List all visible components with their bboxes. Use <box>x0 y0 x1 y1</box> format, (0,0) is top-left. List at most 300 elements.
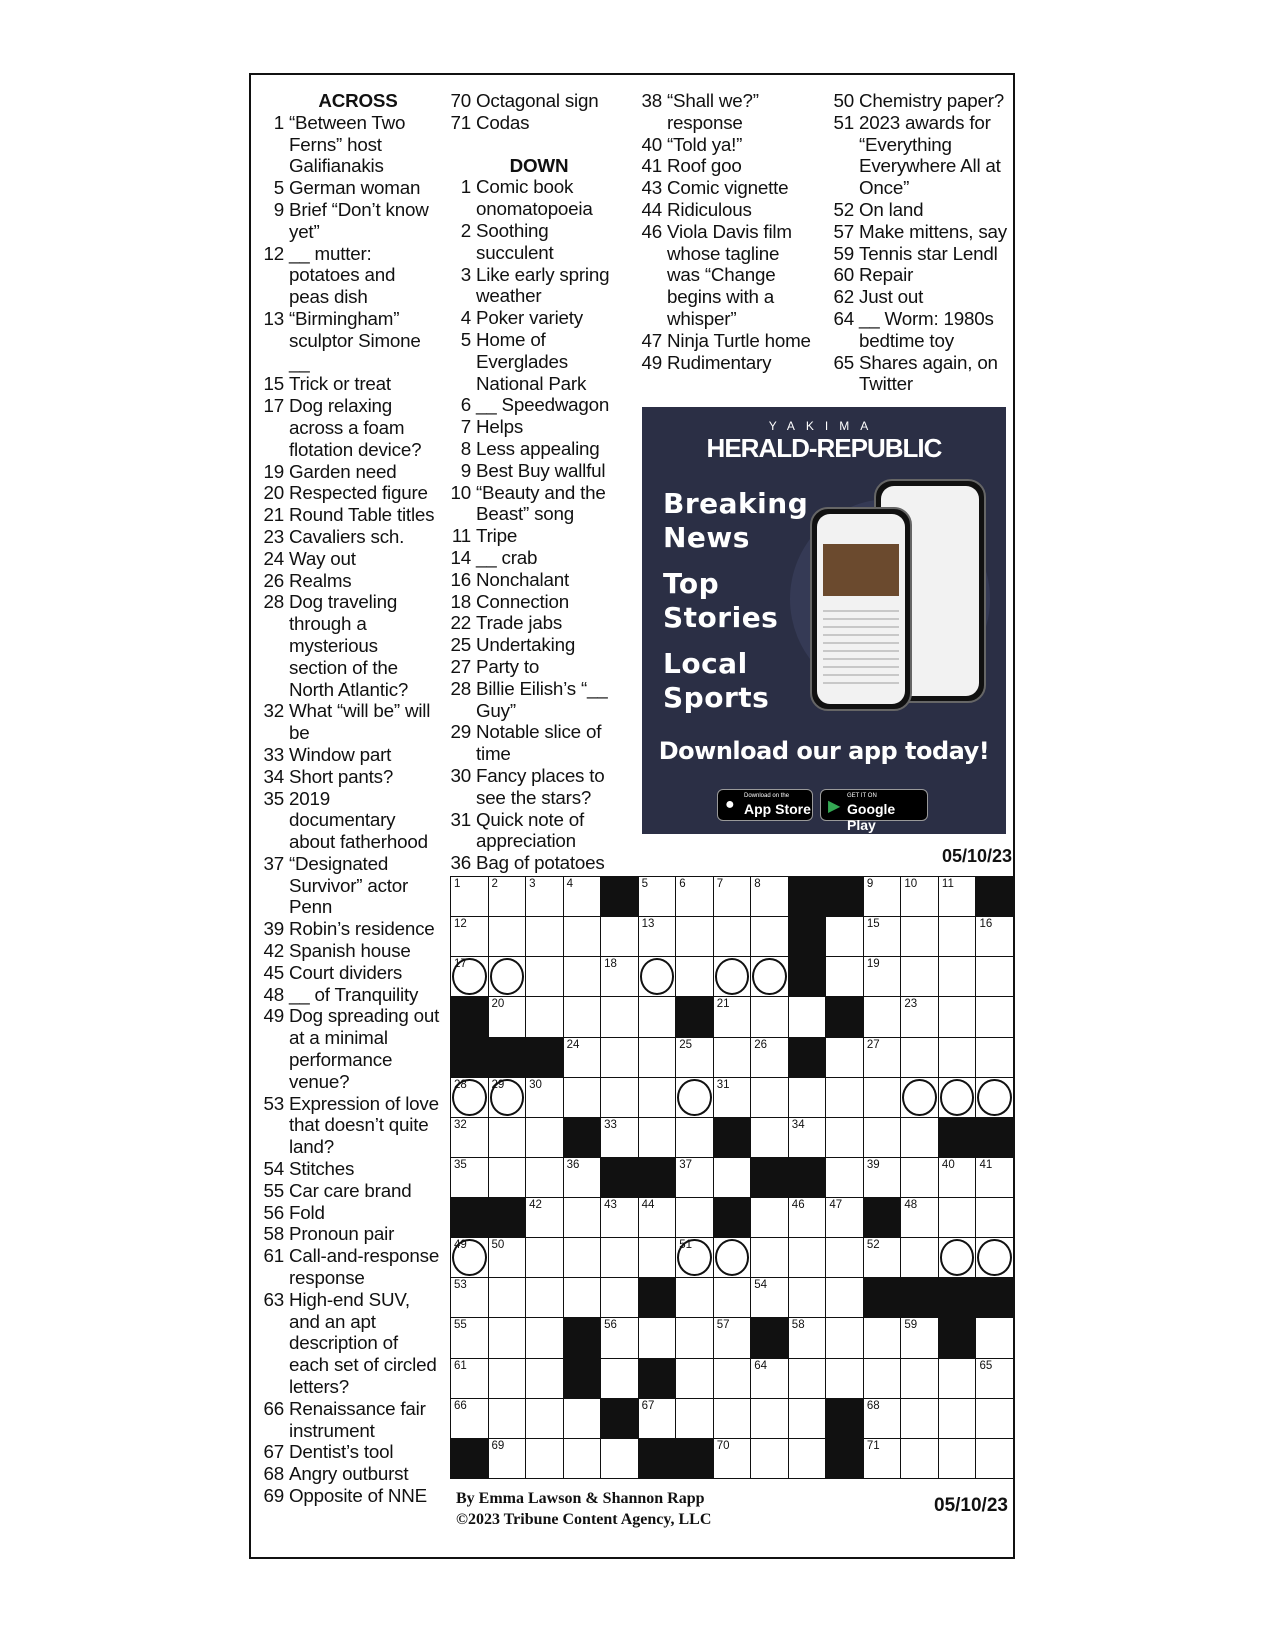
across-clue-49[interactable] <box>262 1005 440 1092</box>
clue-number: 61 <box>263 1245 284 1267</box>
down-clue-16[interactable] <box>449 569 629 591</box>
grid-cell[interactable] <box>975 916 1014 957</box>
grid-cell[interactable] <box>525 1237 564 1278</box>
down-clue-29[interactable] <box>449 721 629 765</box>
grid-block <box>488 1037 527 1078</box>
grid-cell[interactable] <box>675 1077 714 1118</box>
across-clue-34[interactable] <box>262 766 440 788</box>
cell-number: 48 <box>904 1199 918 1212</box>
grid-cell[interactable] <box>713 876 752 917</box>
grid-cell[interactable] <box>638 1117 677 1158</box>
clue-number: 28 <box>450 677 471 699</box>
grid-cell[interactable] <box>900 1317 939 1358</box>
grid-cell[interactable] <box>563 1277 602 1318</box>
grid-cell[interactable] <box>863 1438 902 1479</box>
grid-cell[interactable] <box>900 996 939 1037</box>
down-clue-46[interactable] <box>640 221 815 330</box>
across-clue-55[interactable] <box>262 1180 440 1202</box>
grid-cell[interactable] <box>825 956 864 997</box>
grid-cell[interactable] <box>825 1277 864 1318</box>
grid-cell[interactable] <box>825 1237 864 1278</box>
down-clue-2[interactable] <box>449 220 629 264</box>
across-clue-19[interactable] <box>262 461 440 483</box>
grid-cell[interactable] <box>900 916 939 957</box>
across-clue-56[interactable] <box>262 1202 440 1224</box>
clue-text: Court dividers <box>289 961 403 983</box>
across-clue-33[interactable] <box>262 744 440 766</box>
clue-text: Repair <box>859 264 914 286</box>
clue-text: Respected figure <box>289 482 428 504</box>
date-bottom: 05/10/23 <box>934 1495 1008 1516</box>
clue-text: Fancy places to see the stars? <box>476 764 605 808</box>
across-clue-66[interactable] <box>262 1398 440 1442</box>
across-clue-37[interactable] <box>262 853 440 918</box>
grid-cell[interactable] <box>750 916 789 957</box>
across-clue-58[interactable] <box>262 1223 440 1245</box>
grid-cell[interactable] <box>563 1157 602 1198</box>
grid-cell[interactable] <box>713 1277 752 1318</box>
grid-cell[interactable] <box>713 956 752 997</box>
grid-cell[interactable] <box>450 956 489 997</box>
grid-cell[interactable] <box>788 1237 827 1278</box>
grid-cell[interactable] <box>938 1037 977 1078</box>
grid-cell[interactable] <box>825 1197 864 1238</box>
across-clue-54[interactable] <box>262 1158 440 1180</box>
clue-text: Trade jabs <box>476 612 563 634</box>
grid-cell[interactable] <box>488 1157 527 1198</box>
grid-cell[interactable] <box>675 1157 714 1198</box>
ad-download-cta: Download our app today! <box>658 737 990 765</box>
down-clue-22[interactable] <box>449 612 629 634</box>
down-clue-28[interactable] <box>449 678 629 722</box>
grid-cell[interactable] <box>638 1077 677 1118</box>
grid-cell[interactable] <box>863 876 902 917</box>
grid-cell[interactable] <box>638 1197 677 1238</box>
grid-cell[interactable] <box>563 916 602 957</box>
grid-cell[interactable] <box>675 1117 714 1158</box>
grid-cell[interactable] <box>713 916 752 957</box>
across-clue-48[interactable] <box>262 984 440 1006</box>
grid-cell[interactable] <box>975 1077 1014 1118</box>
grid-cell[interactable] <box>825 916 864 957</box>
down-clue-44[interactable] <box>640 199 815 221</box>
grid-cell[interactable] <box>638 916 677 957</box>
grid-cell[interactable] <box>600 1037 639 1078</box>
grid-cell[interactable] <box>450 1157 489 1198</box>
grid-cell[interactable] <box>713 1077 752 1118</box>
grid-cell[interactable] <box>975 996 1014 1037</box>
grid-cell[interactable] <box>938 1197 977 1238</box>
down-clue-36[interactable] <box>449 852 629 874</box>
grid-cell[interactable] <box>675 1237 714 1278</box>
grid-cell[interactable] <box>863 916 902 957</box>
grid-cell[interactable] <box>938 1237 977 1278</box>
grid-cell[interactable] <box>488 1317 527 1358</box>
across-clue-24[interactable] <box>262 548 440 570</box>
grid-cell[interactable] <box>563 956 602 997</box>
cell-number: 52 <box>866 1239 880 1252</box>
clue-column-1 <box>262 90 440 1507</box>
grid-cell[interactable] <box>938 1077 977 1118</box>
grid-cell[interactable] <box>525 916 564 957</box>
across-clue-5[interactable] <box>262 177 440 199</box>
grid-cell[interactable] <box>675 956 714 997</box>
grid-block <box>638 1358 677 1399</box>
grid-cell[interactable] <box>638 996 677 1037</box>
across-clue-35[interactable] <box>262 788 440 853</box>
across-clue-17[interactable] <box>262 395 440 460</box>
down-clue-1[interactable] <box>449 176 629 220</box>
grid-cell[interactable] <box>638 956 677 997</box>
across-clue-39[interactable] <box>262 918 440 940</box>
grid-cell[interactable] <box>600 1117 639 1158</box>
grid-cell[interactable] <box>788 1317 827 1358</box>
grid-cell[interactable] <box>600 996 639 1037</box>
grid-cell[interactable] <box>450 1398 489 1439</box>
grid-cell[interactable] <box>863 1157 902 1198</box>
down-clue-5[interactable] <box>449 329 629 394</box>
grid-cell[interactable] <box>900 1358 939 1399</box>
down-clue-6[interactable] <box>449 394 629 416</box>
grid-cell[interactable] <box>900 1077 939 1118</box>
grid-cell[interactable] <box>600 956 639 997</box>
grid-cell[interactable] <box>600 1237 639 1278</box>
grid-cell[interactable] <box>938 916 977 957</box>
grid-cell[interactable] <box>975 1037 1014 1078</box>
across-clue-67[interactable] <box>262 1441 440 1463</box>
down-clue-25[interactable] <box>449 634 629 656</box>
grid-cell[interactable] <box>675 1037 714 1078</box>
grid-cell[interactable] <box>975 1438 1014 1479</box>
grid-cell[interactable] <box>750 956 789 997</box>
grid-cell[interactable] <box>600 1277 639 1318</box>
grid-cell[interactable] <box>563 1398 602 1439</box>
grid-cell[interactable] <box>450 1317 489 1358</box>
grid-cell[interactable] <box>750 1277 789 1318</box>
grid-cell[interactable] <box>675 916 714 957</box>
grid-cell[interactable] <box>975 1197 1014 1238</box>
grid-cell[interactable] <box>675 1358 714 1399</box>
grid-cell[interactable] <box>900 1438 939 1479</box>
grid-cell[interactable] <box>525 1117 564 1158</box>
grid-cell[interactable] <box>900 1117 939 1158</box>
grid-cell[interactable] <box>563 1197 602 1238</box>
across-clue-70[interactable] <box>449 90 629 112</box>
grid-cell[interactable] <box>938 1398 977 1439</box>
across-clue-26[interactable] <box>262 570 440 592</box>
clue-text: Renaissance fair instrument <box>289 1397 426 1441</box>
grid-cell[interactable] <box>900 1157 939 1198</box>
grid-cell[interactable] <box>825 1317 864 1358</box>
grid-cell[interactable] <box>750 1358 789 1399</box>
grid-cell[interactable] <box>450 1077 489 1118</box>
grid-cell[interactable] <box>900 1197 939 1238</box>
grid-cell[interactable] <box>825 1358 864 1399</box>
grid-cell[interactable] <box>975 1237 1014 1278</box>
grid-block <box>938 1317 977 1358</box>
clue-number: 51 <box>833 111 854 133</box>
grid-cell[interactable] <box>863 1317 902 1358</box>
grid-cell[interactable] <box>600 1438 639 1479</box>
grid-cell[interactable] <box>600 1358 639 1399</box>
grid-cell[interactable] <box>488 916 527 957</box>
down-clue-49[interactable] <box>640 352 815 374</box>
down-clue-47[interactable] <box>640 330 815 352</box>
across-clue-20[interactable] <box>262 482 440 504</box>
across-clue-68[interactable] <box>262 1463 440 1485</box>
across-clue-53[interactable] <box>262 1093 440 1158</box>
down-clue-31[interactable] <box>449 809 629 853</box>
down-clue-60[interactable] <box>832 264 1014 286</box>
app-advertisement[interactable] <box>642 407 1006 834</box>
down-clue-18[interactable] <box>449 591 629 613</box>
grid-cell[interactable] <box>975 956 1014 997</box>
grid-cell[interactable] <box>900 876 939 917</box>
across-clue-13[interactable] <box>262 308 440 373</box>
cell-number: 12 <box>454 918 467 931</box>
across-clue-28[interactable] <box>262 591 440 700</box>
grid-cell[interactable] <box>450 1277 489 1318</box>
grid-cell[interactable] <box>863 1117 902 1158</box>
grid-cell[interactable] <box>525 996 564 1037</box>
grid-cell[interactable] <box>638 1317 677 1358</box>
grid-cell[interactable] <box>563 1077 602 1118</box>
down-clue-64[interactable] <box>832 308 1014 352</box>
grid-cell[interactable] <box>825 1037 864 1078</box>
down-clue-9[interactable] <box>449 460 629 482</box>
across-clue-15[interactable] <box>262 373 440 395</box>
grid-cell[interactable] <box>750 1117 789 1158</box>
down-clue-27[interactable] <box>449 656 629 678</box>
grid-cell[interactable] <box>788 1117 827 1158</box>
clue-number: 8 <box>460 437 471 459</box>
grid-cell[interactable] <box>938 1157 977 1198</box>
grid-cell[interactable] <box>638 1037 677 1078</box>
grid-cell[interactable] <box>750 1077 789 1118</box>
grid-cell[interactable] <box>488 1117 527 1158</box>
grid-cell[interactable] <box>488 1438 527 1479</box>
circle-mark <box>752 958 787 995</box>
grid-cell[interactable] <box>675 1398 714 1439</box>
cell-number: 30 <box>529 1078 542 1091</box>
grid-cell[interactable] <box>863 1077 902 1118</box>
grid-cell[interactable] <box>938 996 977 1037</box>
grid-cell[interactable] <box>563 1237 602 1278</box>
grid-cell[interactable] <box>713 1398 752 1439</box>
grid-cell[interactable] <box>488 1277 527 1318</box>
grid-cell[interactable] <box>450 1237 489 1278</box>
grid-cell[interactable] <box>788 1197 827 1238</box>
crossword-grid[interactable] <box>450 876 1013 1478</box>
down-clue-3[interactable] <box>449 264 629 308</box>
down-clue-7[interactable] <box>449 416 629 438</box>
cell-number: 33 <box>604 1118 617 1131</box>
grid-cell[interactable] <box>750 1237 789 1278</box>
down-clue-41[interactable] <box>640 155 815 177</box>
grid-cell[interactable] <box>525 876 564 917</box>
grid-cell[interactable] <box>863 1358 902 1399</box>
grid-cell[interactable] <box>938 876 977 917</box>
clue-text: Window part <box>289 743 392 765</box>
grid-cell[interactable] <box>938 1358 977 1399</box>
grid-cell[interactable] <box>525 1398 564 1439</box>
clue-text: Roof goo <box>667 155 742 177</box>
grid-cell[interactable] <box>450 916 489 957</box>
cell-number: 44 <box>641 1199 655 1212</box>
grid-cell[interactable] <box>975 1358 1014 1399</box>
grid-cell[interactable] <box>525 1277 564 1318</box>
grid-cell[interactable] <box>525 1157 564 1198</box>
down-clue-30[interactable] <box>449 765 629 809</box>
grid-cell[interactable] <box>863 1037 902 1078</box>
grid-cell[interactable] <box>975 1317 1014 1358</box>
grid-cell[interactable] <box>600 1197 639 1238</box>
grid-cell[interactable] <box>638 876 677 917</box>
grid-cell[interactable] <box>938 1438 977 1479</box>
grid-cell[interactable] <box>600 1317 639 1358</box>
grid-cell[interactable] <box>600 916 639 957</box>
down-clue-38[interactable] <box>640 90 815 134</box>
grid-cell[interactable] <box>900 1037 939 1078</box>
down-clue-57[interactable] <box>832 221 1014 243</box>
grid-cell[interactable] <box>938 956 977 997</box>
grid-cell[interactable] <box>563 1037 602 1078</box>
grid-cell[interactable] <box>488 1358 527 1399</box>
grid-cell[interactable] <box>863 1237 902 1278</box>
grid-cell[interactable] <box>525 956 564 997</box>
down-clue-43[interactable] <box>640 177 815 199</box>
clue-text: Helps <box>476 416 524 438</box>
across-clue-32[interactable] <box>262 700 440 744</box>
grid-cell[interactable] <box>713 1438 752 1479</box>
down-clue-59[interactable] <box>832 243 1014 265</box>
ad-line-local: Local <box>663 647 748 680</box>
grid-cell[interactable] <box>713 1317 752 1358</box>
clue-number: 12 <box>263 242 284 264</box>
grid-cell[interactable] <box>525 1358 564 1399</box>
clue-number: 64 <box>833 307 854 329</box>
grid-cell[interactable] <box>488 956 527 997</box>
across-clue-42[interactable] <box>262 940 440 962</box>
grid-cell[interactable] <box>488 1077 527 1118</box>
down-clue-51[interactable] <box>832 112 1014 199</box>
grid-cell[interactable] <box>825 1117 864 1158</box>
grid-cell[interactable] <box>525 1317 564 1358</box>
grid-cell[interactable] <box>713 1037 752 1078</box>
grid-cell[interactable] <box>975 1398 1014 1439</box>
across-clue-21[interactable] <box>262 504 440 526</box>
grid-cell[interactable] <box>863 1398 902 1439</box>
grid-cell[interactable] <box>525 1438 564 1479</box>
grid-cell[interactable] <box>638 1398 677 1439</box>
down-clue-40[interactable] <box>640 134 815 156</box>
grid-cell[interactable] <box>750 1197 789 1238</box>
grid-block <box>788 1157 827 1198</box>
cell-number: 10 <box>904 878 918 890</box>
down-clue-11[interactable] <box>449 525 629 547</box>
grid-cell[interactable] <box>750 1438 789 1479</box>
grid-cell[interactable] <box>750 1398 789 1439</box>
across-clue-69[interactable] <box>262 1485 440 1507</box>
grid-cell[interactable] <box>563 876 602 917</box>
grid-cell[interactable] <box>788 996 827 1037</box>
across-clue-61[interactable] <box>262 1245 440 1289</box>
grid-cell[interactable] <box>450 1358 489 1399</box>
clue-number: 43 <box>641 177 662 199</box>
grid-cell[interactable] <box>788 1277 827 1318</box>
grid-cell[interactable] <box>525 1077 564 1118</box>
clue-text: Fold <box>289 1201 325 1223</box>
down-clue-52[interactable] <box>832 199 1014 221</box>
grid-cell[interactable] <box>788 1077 827 1118</box>
grid-cell[interactable] <box>675 876 714 917</box>
grid-cell[interactable] <box>713 996 752 1037</box>
grid-cell[interactable] <box>750 996 789 1037</box>
grid-cell[interactable] <box>900 1398 939 1439</box>
grid-cell[interactable] <box>975 1157 1014 1198</box>
down-clue-8[interactable] <box>449 438 629 460</box>
grid-cell[interactable] <box>750 1037 789 1078</box>
grid-cell[interactable] <box>488 1237 527 1278</box>
across-clue-1[interactable] <box>262 112 440 177</box>
grid-cell[interactable] <box>563 996 602 1037</box>
grid-cell[interactable] <box>750 876 789 917</box>
down-clue-10[interactable] <box>449 482 629 526</box>
grid-cell[interactable] <box>788 1438 827 1479</box>
across-clue-63[interactable] <box>262 1289 440 1398</box>
grid-cell[interactable] <box>675 1197 714 1238</box>
grid-cell[interactable] <box>638 1237 677 1278</box>
grid-cell[interactable] <box>675 1317 714 1358</box>
grid-cell[interactable] <box>788 1358 827 1399</box>
grid-cell[interactable] <box>600 1077 639 1118</box>
down-clue-14[interactable] <box>449 547 629 569</box>
cell-number: 68 <box>866 1399 880 1412</box>
across-clue-45[interactable] <box>262 962 440 984</box>
app-store-badge[interactable]: ● Download on the App Store <box>717 789 813 821</box>
grid-cell[interactable] <box>675 1277 714 1318</box>
grid-cell[interactable] <box>863 996 902 1037</box>
grid-cell[interactable] <box>488 876 527 917</box>
down-clue-4[interactable] <box>449 307 629 329</box>
grid-cell[interactable] <box>863 956 902 997</box>
grid-cell[interactable] <box>713 1237 752 1278</box>
grid-cell[interactable] <box>713 1157 752 1198</box>
grid-cell[interactable] <box>488 996 527 1037</box>
down-clue-65[interactable] <box>832 352 1014 396</box>
grid-cell[interactable] <box>450 1117 489 1158</box>
grid-cell[interactable] <box>450 876 489 917</box>
grid-cell[interactable] <box>825 1077 864 1118</box>
grid-cell[interactable] <box>900 956 939 997</box>
grid-cell[interactable] <box>900 1237 939 1278</box>
grid-cell[interactable] <box>488 1398 527 1439</box>
across-clue-71[interactable] <box>449 112 629 134</box>
grid-cell[interactable] <box>713 1358 752 1399</box>
across-clue-9[interactable] <box>262 199 440 243</box>
down-clue-62[interactable] <box>832 286 1014 308</box>
google-play-badge[interactable]: ▶ GET IT ON Google Play <box>820 789 928 821</box>
grid-cell[interactable] <box>563 1438 602 1479</box>
apple-icon: ● <box>725 796 735 813</box>
down-clue-50[interactable] <box>832 90 1014 112</box>
grid-cell[interactable] <box>825 1157 864 1198</box>
across-clue-12[interactable] <box>262 243 440 308</box>
cell-number: 37 <box>679 1158 692 1171</box>
across-clue-23[interactable] <box>262 526 440 548</box>
grid-cell[interactable] <box>788 1398 827 1439</box>
grid-cell[interactable] <box>525 1197 564 1238</box>
